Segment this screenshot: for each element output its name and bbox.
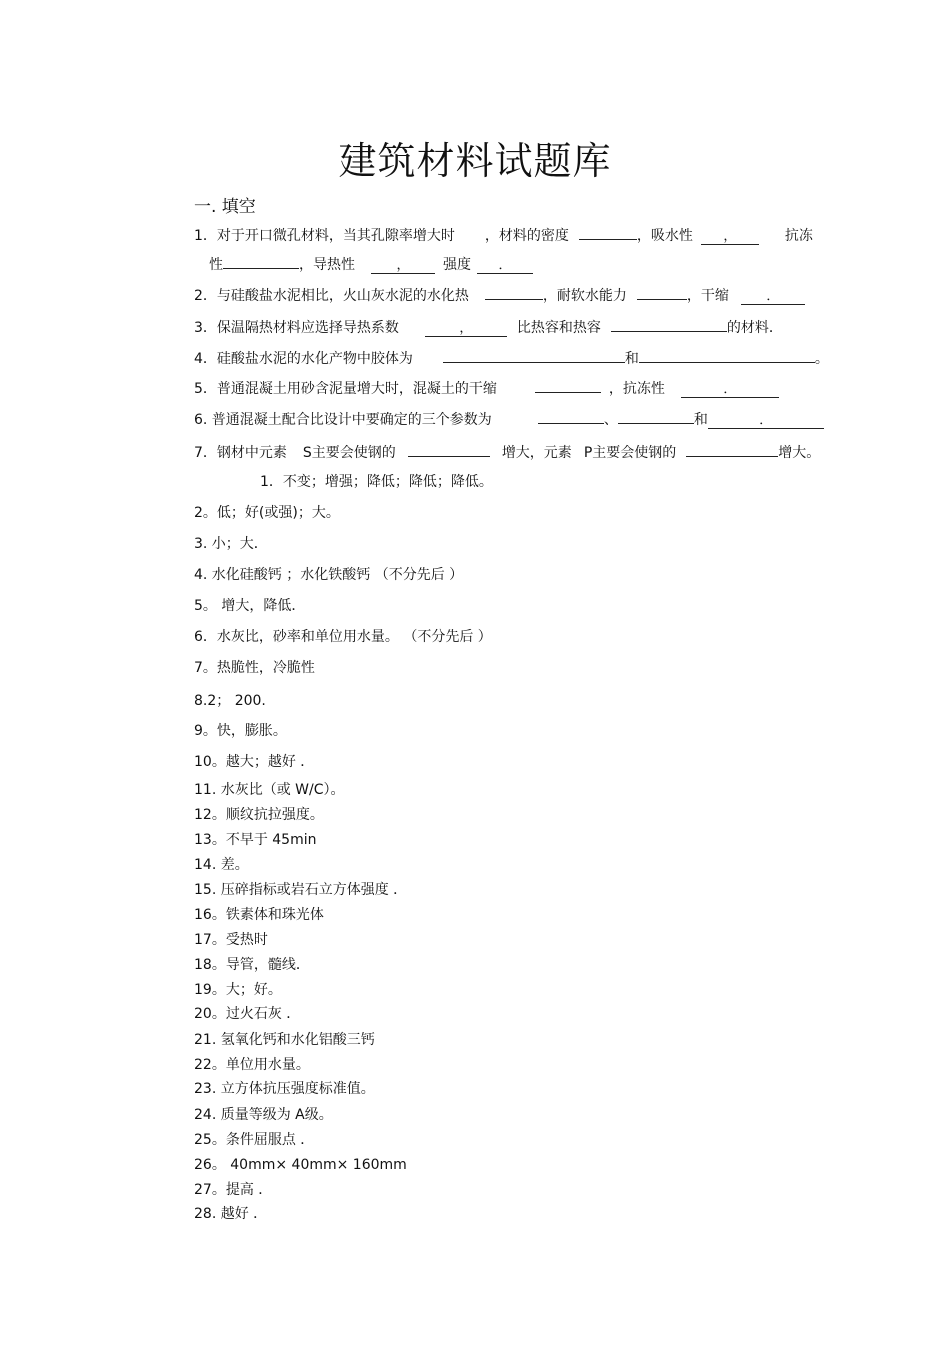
answer-item: 5。 增大，降低． <box>194 598 306 614</box>
question-1-line-1 <box>194 225 813 245</box>
answer-item: 3. 小；大． <box>194 536 268 552</box>
q2-text-b: ，火山灰水泥的水化热 <box>328 288 469 304</box>
q2-blank-2 <box>637 285 687 300</box>
answer-item: 8.2； 200. <box>194 693 266 709</box>
q1-blank-1 <box>579 225 637 240</box>
q6-text-b: 、 <box>603 412 618 428</box>
q7-text-e: 增大。 <box>778 445 821 461</box>
answer-item: 7。热脆性，冷脆性 <box>194 660 315 676</box>
answer-item: 19。大；好。 <box>194 982 282 998</box>
question-7 <box>194 442 820 462</box>
answer-item: 21. 氢氧化钙和水化铝酸三钙 <box>194 1032 375 1048</box>
q7-text-b: S主要会使钢的 <box>302 445 396 461</box>
q4-text-c: 。 <box>814 351 829 367</box>
q2-blank-1 <box>485 285 543 300</box>
q1-text-c: ，吸水性 <box>636 228 693 244</box>
q1-blank-4: ， <box>371 259 435 274</box>
q7-blank-1 <box>408 442 490 457</box>
q1-text-a: 1．对于开口微孔材料，当其孔隙率增大时 <box>194 228 455 244</box>
q1-text-f: ，导热性 <box>299 257 355 273</box>
q4-text-a: 4．硅酸盐水泥的水化产物中胶体为 <box>194 351 413 367</box>
q4-blank-1 <box>443 348 625 363</box>
answer-item: 26。 40mm× 40mm× 160mm <box>194 1157 407 1173</box>
q3-text-b: 比热容和热容 <box>516 320 601 336</box>
q3-blank-1: ， <box>425 322 507 337</box>
q2-text-c: ，耐软水能力 <box>542 288 627 304</box>
answer-item: 12。顺纹抗拉强度。 <box>194 807 324 823</box>
answer-item: 9。快，膨胀。 <box>194 723 287 739</box>
q7-text-a: 7．钢材中元素 <box>194 445 287 461</box>
page-title: 建筑材料试题库 <box>338 139 612 183</box>
answer-item: 17。受热时 <box>194 932 268 948</box>
answer-item: 10。越大；越好 ． <box>194 754 315 770</box>
q5-text-a: 5．普通混凝土用砂含泥量增大时，混凝土的干缩 <box>194 381 497 397</box>
q3-text-c: 的材料． <box>726 320 783 336</box>
q7-text-d: P主要会使钢的 <box>583 445 677 461</box>
q1-blank-2: ， <box>701 230 759 245</box>
answer-item: 14. 差。 <box>194 857 249 873</box>
q3-text-a: 3．保温隔热材料应选择导热系数 <box>194 320 399 336</box>
q1-blank-5: ． <box>477 259 533 274</box>
answer-item: 27。提高 ． <box>194 1182 273 1198</box>
q1-text-d: 抗冻 <box>784 228 813 244</box>
q5-blank-1 <box>535 378 601 393</box>
answer-item: 11. 水灰比（或 W/C）。 <box>194 782 345 798</box>
answer-item: 18。导管，髓线． <box>194 957 310 973</box>
q7-blank-2 <box>686 442 778 457</box>
q2-text-a: 2．与硅酸盐水泥相比 <box>194 288 329 304</box>
q7-text-c: 增大，元素 <box>501 445 572 461</box>
question-2 <box>194 285 805 305</box>
q6-blank-2 <box>618 409 694 424</box>
answer-item: 13。不早于 45min <box>194 832 317 848</box>
answer-item: 24. 质量等级为 A级。 <box>194 1107 333 1123</box>
answer-item: 22。单位用水量。 <box>194 1057 310 1073</box>
answer-item: 6．水灰比，砂率和单位用水量。 （不分先后 ） <box>194 629 492 645</box>
answer-item: 15. 压碎指标或岩石立方体强度 ． <box>194 882 408 898</box>
answer-item: 28. 越好 ． <box>194 1206 268 1222</box>
question-3 <box>194 317 783 337</box>
q4-blank-2 <box>639 348 815 363</box>
answer-item: 4. 水化硅酸钙 ；水化铁酸钙 （不分先后 ） <box>194 567 464 583</box>
q6-text-a: 6. 普通混凝土配合比设计中要确定的三个参数为 <box>194 412 492 428</box>
q1-blank-3 <box>223 254 299 269</box>
section-heading: 一. 填空 <box>194 197 256 217</box>
q1-text-e: 性 <box>209 257 223 273</box>
question-6 <box>194 409 824 429</box>
answer-item: 23. 立方体抗压强度标准值。 <box>194 1081 375 1097</box>
q1-text-b: ，材料的密度 <box>484 228 569 244</box>
q6-text-c: 和 <box>693 412 708 428</box>
answer-item: 2。低；好(或强)；大。 <box>194 505 340 521</box>
q2-blank-3: ． <box>741 290 805 305</box>
question-1-line-2 <box>209 254 533 274</box>
q5-blank-2: ． <box>681 383 779 398</box>
q3-blank-2 <box>611 317 727 332</box>
q6-blank-1 <box>538 409 604 424</box>
question-4 <box>194 348 829 368</box>
q2-text-d: ，干缩 <box>686 288 729 304</box>
q1-text-g: 强度 <box>443 257 471 273</box>
answer-item: 25。条件屈服点 ． <box>194 1132 315 1148</box>
question-5 <box>194 378 779 398</box>
answer-item: 1．不变；增强；降低；降低；降低。 <box>260 474 493 490</box>
q6-blank-3: ． <box>708 414 824 429</box>
q4-text-b: 和 <box>624 351 639 367</box>
q5-text-b: ，抗冻性 <box>608 381 665 397</box>
answer-item: 20。过火石灰 ． <box>194 1006 301 1022</box>
answer-item: 16。铁素体和珠光体 <box>194 907 324 923</box>
